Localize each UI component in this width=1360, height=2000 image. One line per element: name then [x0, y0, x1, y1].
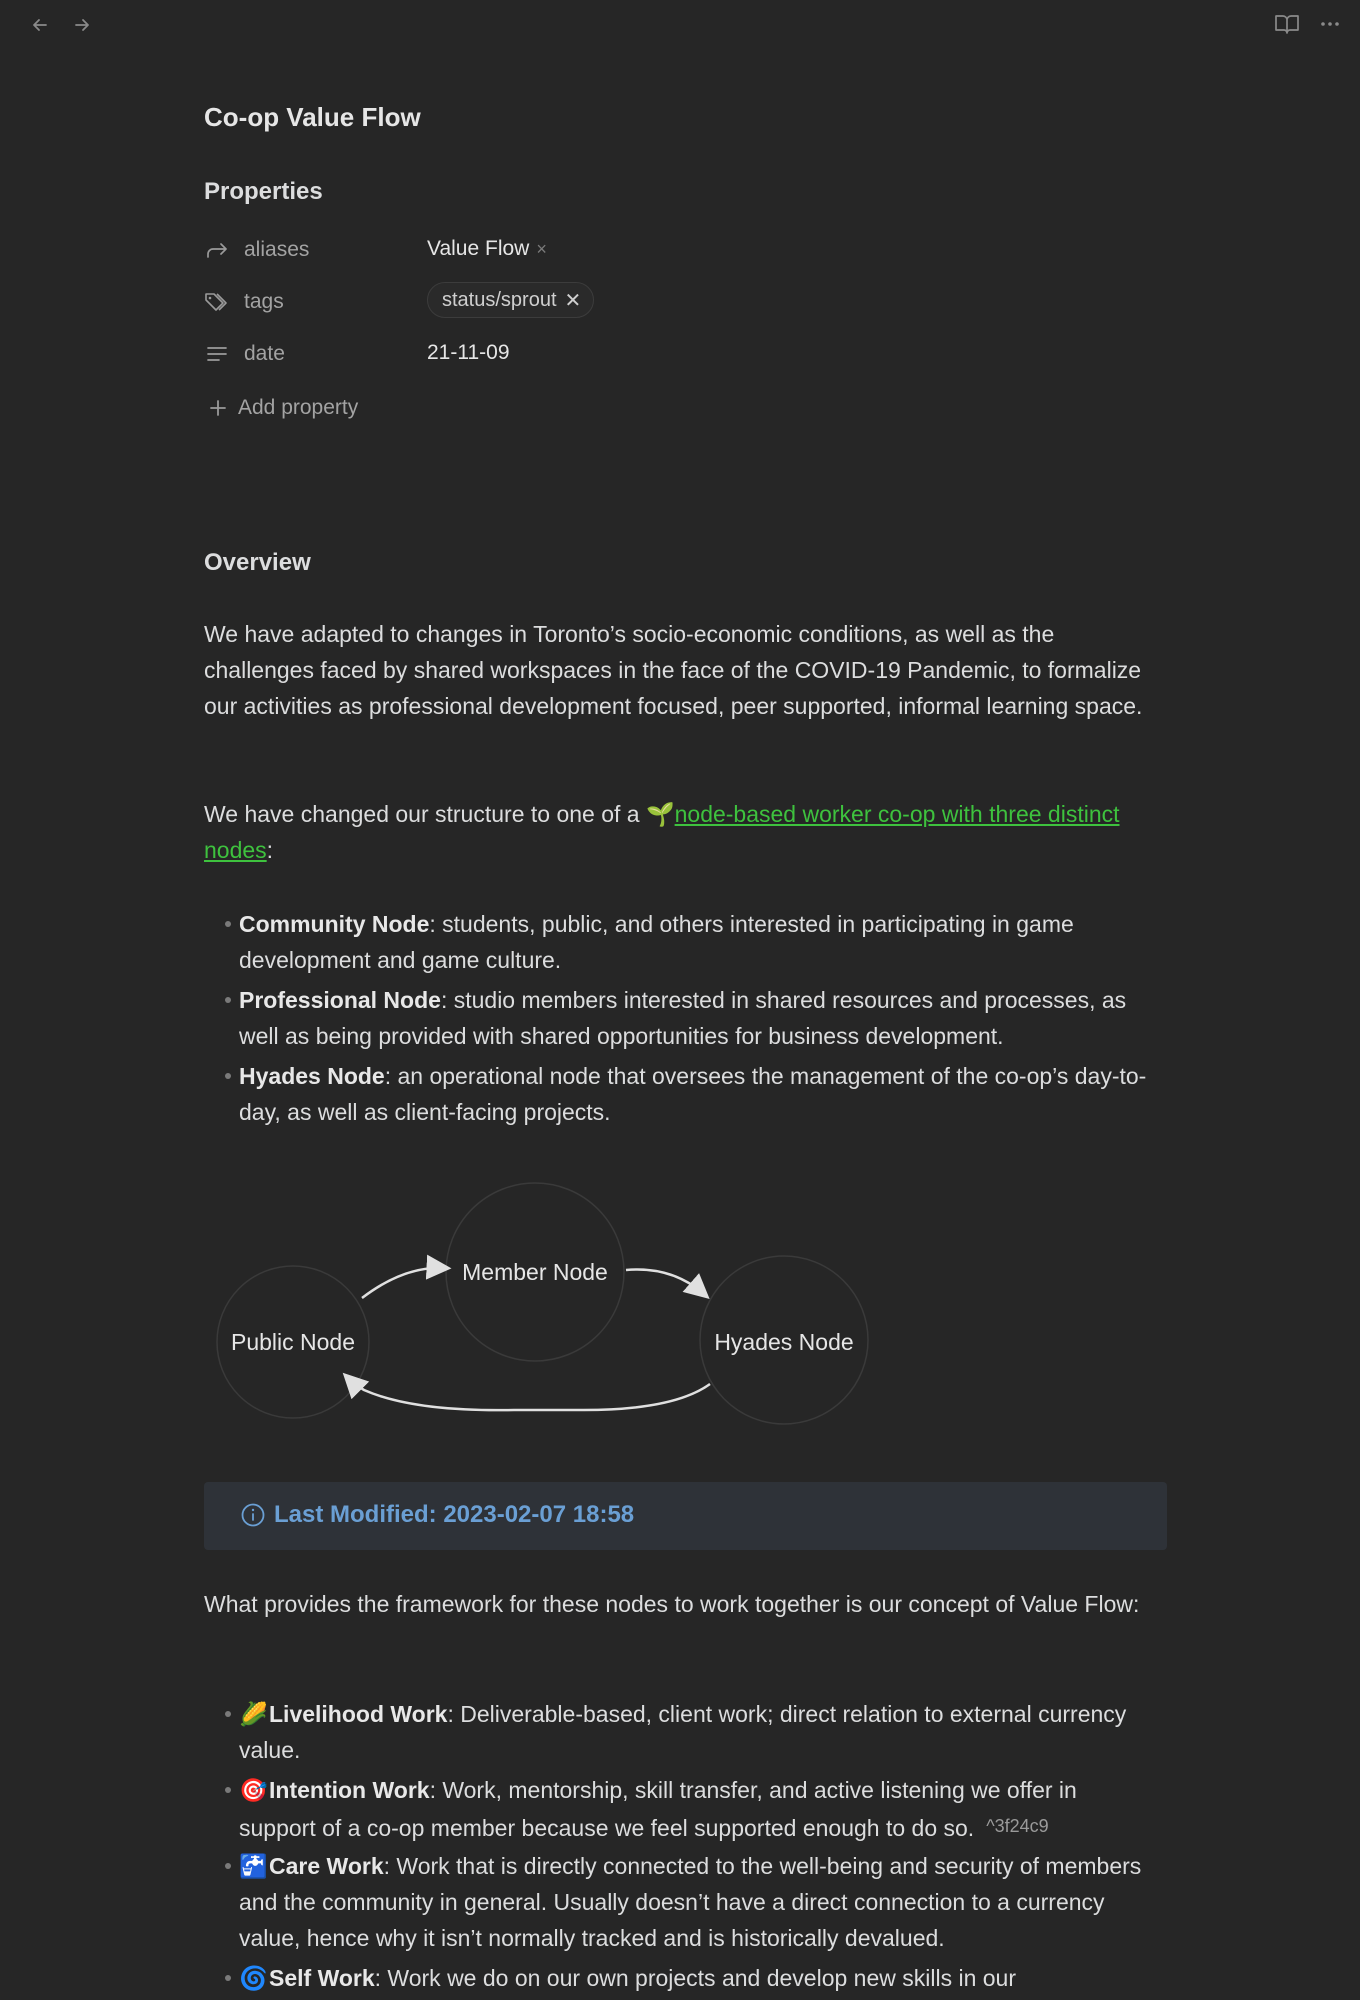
overview-paragraph-2[interactable]	[204, 796, 1168, 868]
property-date	[204, 334, 1168, 374]
top-bar	[0, 0, 1360, 50]
work-name: Self Work	[269, 1965, 375, 1991]
node-desc: : studio members interested in shared resources and processes, as well as being provided with shared opportunities for business development.	[239, 987, 1127, 1049]
node-coop-link[interactable]: node-based worker co-op with three distinct nodes	[204, 801, 1120, 863]
list-item[interactable]	[239, 1772, 1159, 1846]
list-item[interactable]	[239, 1960, 1159, 1996]
tag-pill[interactable]	[427, 282, 594, 318]
work-desc: : Work we do on our own projects and develop new skills in our	[374, 1965, 1017, 1991]
list-item[interactable]	[239, 1058, 1159, 1130]
add-property-label: Add property	[238, 396, 359, 419]
more-options-button[interactable]	[1318, 12, 1342, 41]
last-modified-text[interactable]: Last Modified: 2023-02-07 18:58	[274, 1501, 635, 1528]
node-desc: : an operational node that oversees the management of the co-op’s day-to-day, as well as client-facing projects.	[239, 1063, 1147, 1125]
list-item[interactable]	[239, 1848, 1159, 1956]
info-icon	[240, 1502, 266, 1528]
member-node-label: Member Node	[462, 1259, 608, 1285]
overview-paragraph-1[interactable]: We have adapted to changes in Toronto’s socio-economic conditions, as well as the challenges faced by shared workspaces in the face of the COVID-19 Pandemic, to formalize our activities as professional development focused, peer supported, informal learning space.	[204, 621, 1143, 719]
work-desc: : Work, mentorship, skill transfer, and active listening we offer in support of a co-op member because we feel supported enough to do so.	[239, 1777, 1077, 1841]
property-value-date[interactable]: 21-11-09	[427, 341, 510, 364]
public-node-label: Public Node	[230, 1329, 356, 1355]
hyades-node-label: Hyades Node	[714, 1329, 854, 1355]
reading-view-button[interactable]	[1274, 12, 1300, 41]
work-desc: : Work that is directly connected to the well-being and security of members and the community in general. Usually doesn’t have a direct connection to a currency value, hence why it isn’t normally tracked and is historically devalued.	[239, 1853, 1142, 1951]
value-flow-intro[interactable]: What provides the framework for these nodes to work together is our concept of Value Flow:	[204, 1591, 1140, 1617]
add-property-button[interactable]	[208, 396, 358, 420]
sprout-icon: 🌱	[645, 801, 675, 827]
more-options-icon	[1318, 12, 1342, 36]
property-key-date[interactable]: date	[244, 342, 285, 365]
last-modified-callout	[204, 1482, 1167, 1550]
node-desc: : students, public, and others interested in participating in game development and game culture.	[239, 911, 1074, 973]
arrow-member-to-hyades	[626, 1270, 704, 1295]
work-name: Intention Work	[269, 1777, 430, 1803]
block-reference-id: ^3f24c9	[986, 1816, 1049, 1836]
work-name: Livelihood Work	[269, 1701, 448, 1727]
text-lines-icon	[204, 342, 230, 366]
para2-prefix: We have changed our structure to one of a	[204, 801, 646, 827]
alias-arrow-icon	[204, 238, 230, 262]
node-name: Community Node	[239, 911, 430, 937]
property-key-tags[interactable]: tags	[244, 290, 284, 313]
list-item[interactable]	[239, 1696, 1159, 1768]
work-name: Care Work	[269, 1853, 384, 1879]
node-name: Hyades Node	[239, 1063, 385, 1089]
corn-icon: 🌽	[239, 1701, 268, 1727]
arrow-right-icon	[72, 15, 92, 35]
node-name: Professional Node	[239, 987, 441, 1013]
remove-tag-button[interactable]: ✕	[564, 289, 582, 312]
property-value-aliases[interactable]	[427, 237, 547, 261]
work-desc: : Deliverable-based, client work; direct relation to external currency value.	[239, 1701, 1127, 1763]
tags-icon	[204, 290, 230, 314]
properties-heading[interactable]: Properties	[204, 178, 323, 205]
cyclone-icon: 🌀	[239, 1965, 268, 1991]
list-item[interactable]	[239, 982, 1159, 1054]
forward-button[interactable]	[69, 12, 95, 38]
book-open-icon	[1274, 12, 1300, 36]
remove-alias-button[interactable]: ×	[536, 238, 547, 259]
property-aliases	[204, 230, 1168, 270]
overview-heading[interactable]: Overview	[204, 549, 311, 576]
node-flow-diagram	[204, 1170, 904, 1440]
arrow-public-to-member	[362, 1268, 444, 1298]
tag-value: status/sprout	[442, 288, 557, 311]
list-item[interactable]	[239, 906, 1159, 978]
property-key-aliases[interactable]: aliases	[244, 238, 310, 261]
page-title[interactable]: Co-op Value Flow	[204, 102, 421, 132]
plus-icon	[208, 398, 228, 418]
back-button[interactable]	[27, 12, 53, 38]
property-tags	[204, 282, 1168, 322]
target-icon: 🎯	[239, 1777, 268, 1803]
arrow-hyades-to-public	[348, 1378, 710, 1410]
alias-value: Value Flow	[427, 237, 530, 260]
para2-suffix: :	[266, 837, 274, 863]
arrow-left-icon	[30, 15, 50, 35]
faucet-icon: 🚰	[239, 1853, 268, 1879]
